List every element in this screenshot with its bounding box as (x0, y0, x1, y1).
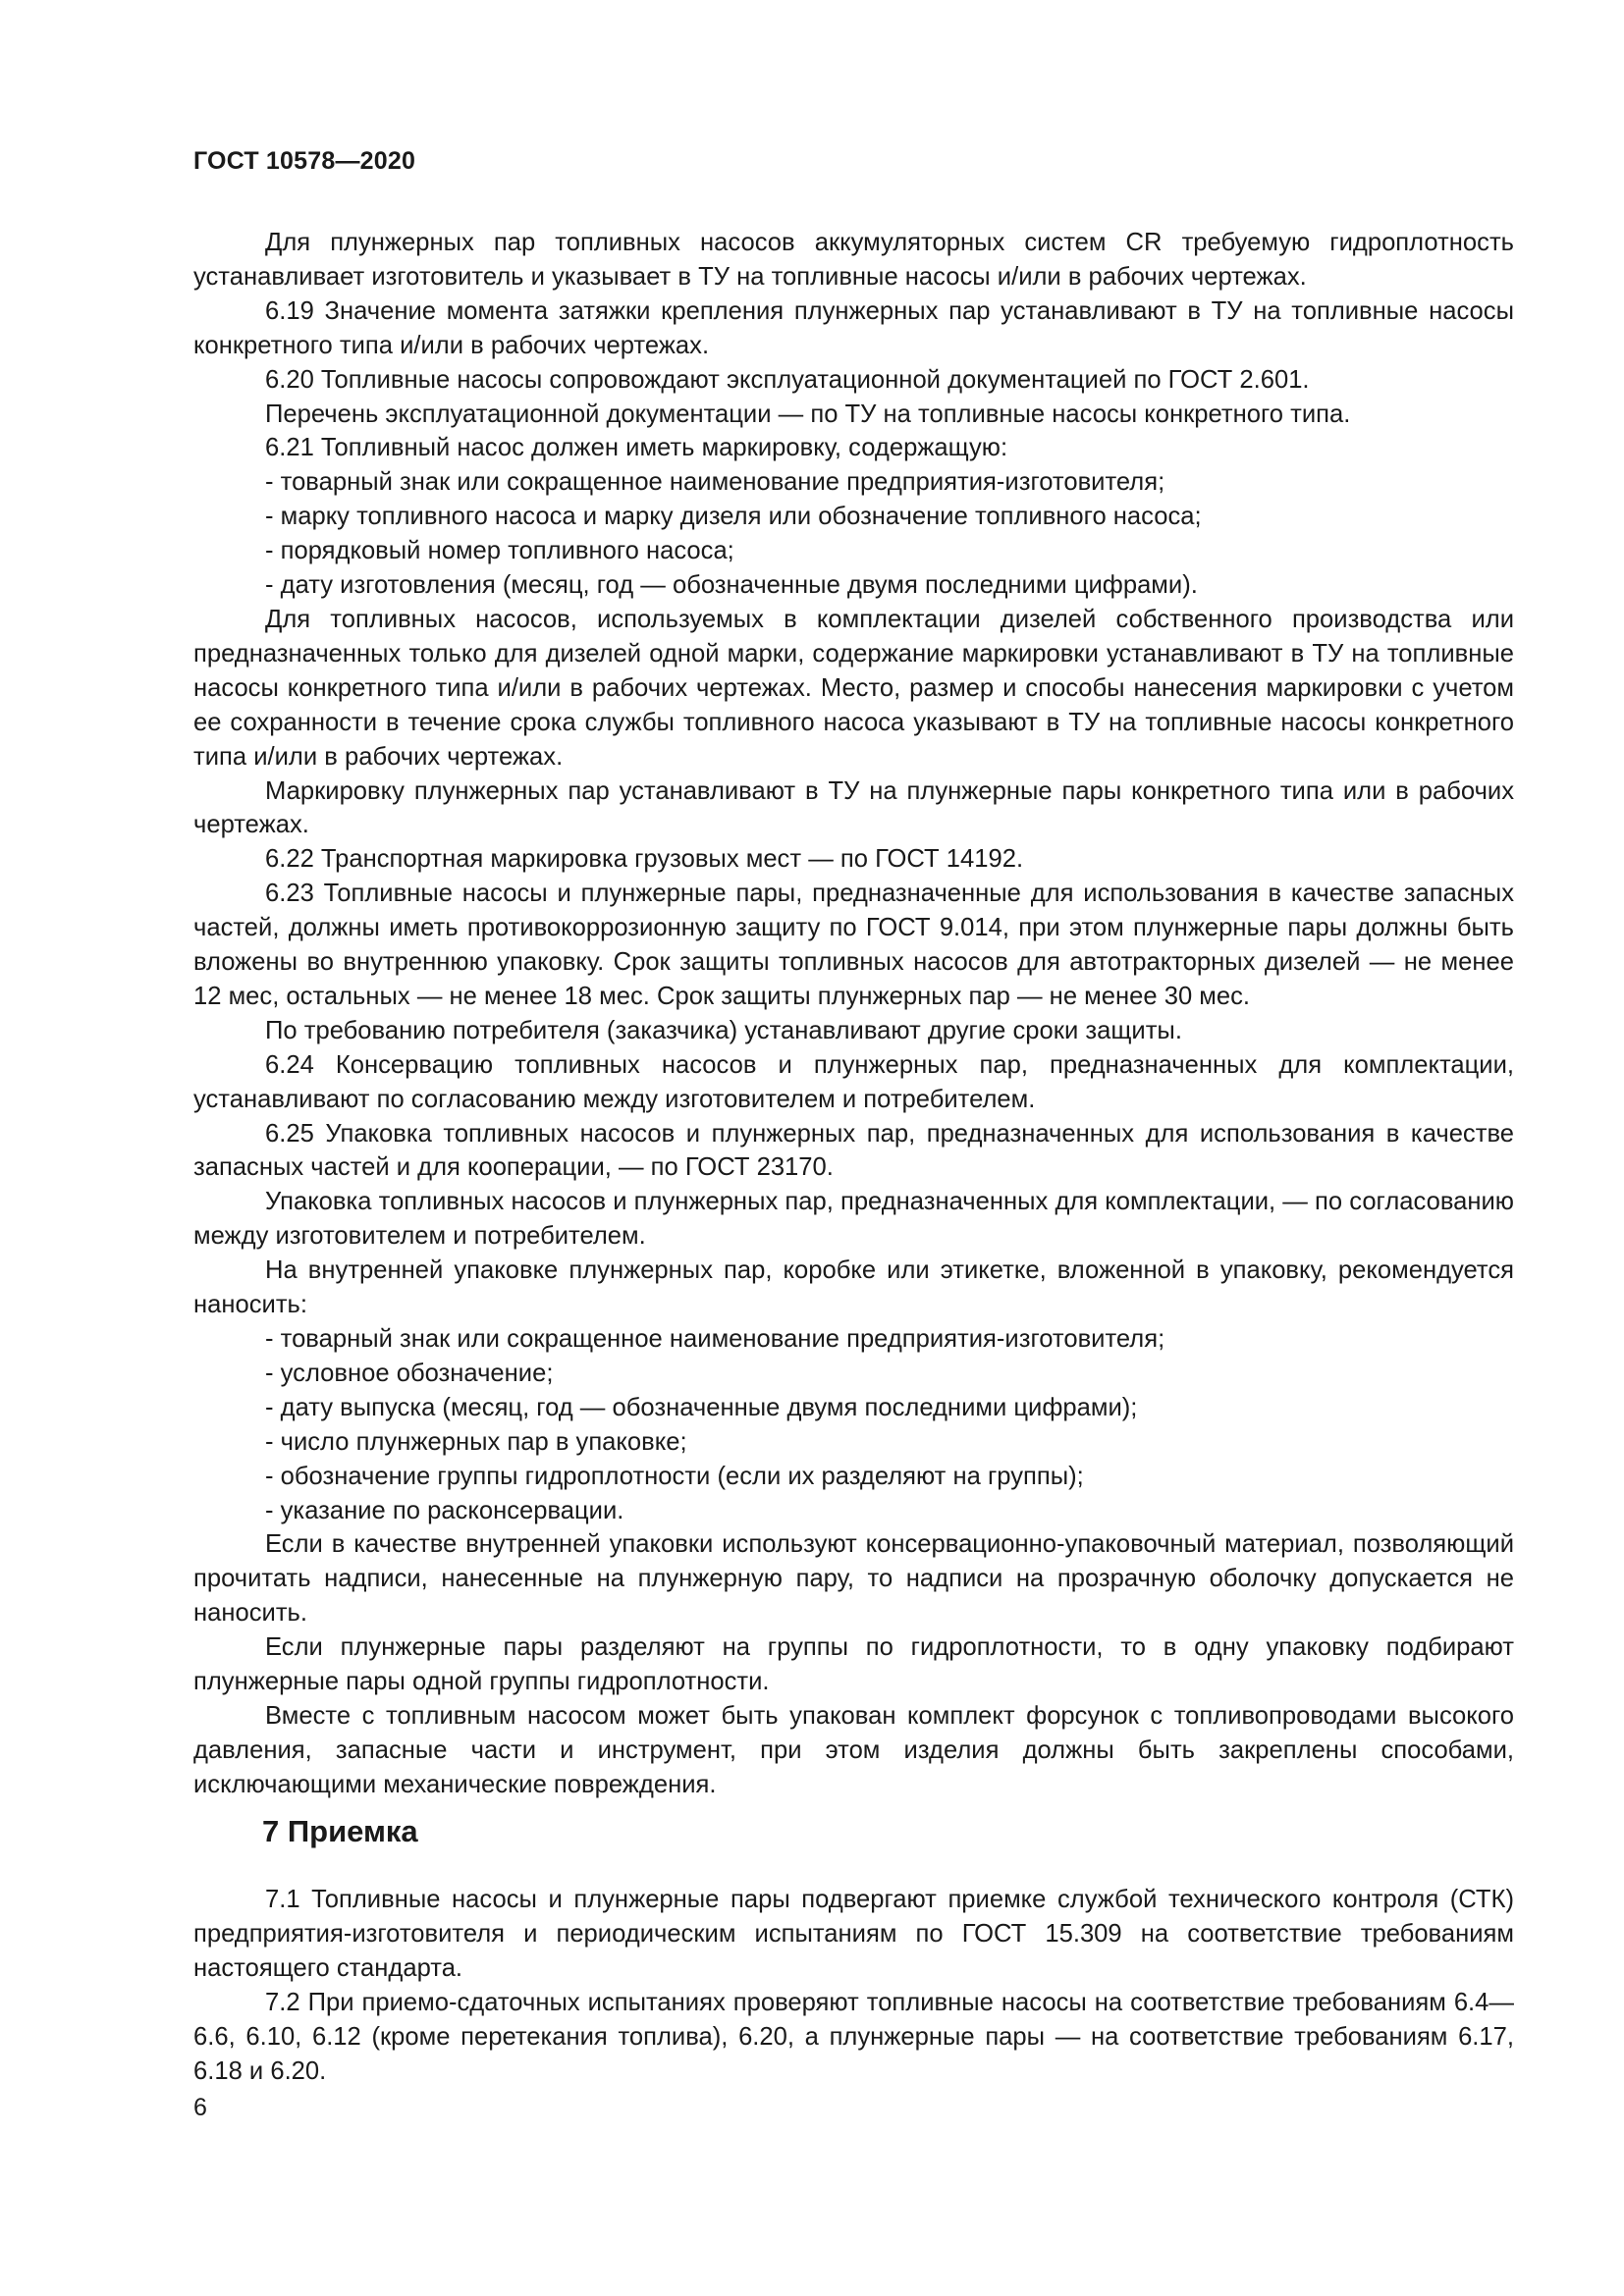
list-item: - дату изготовления (месяц, год — обозначенные двумя последними цифрами). (265, 571, 1198, 600)
list-item: - число плунжерных пар в упаковке; (265, 1427, 687, 1456)
paragraph: 6.25 Упаковка топливных насосов и плунжерных пар, предназначенных для использования в качестве запасных частей и для кооперации, — по ГОСТ 23170. (193, 1119, 1514, 1182)
list-item: - обозначение группы гидроплотности (если их разделяют на группы); (265, 1462, 1084, 1490)
list-item: - дату выпуска (месяц, год — обозначенные двумя последними цифрами); (265, 1393, 1138, 1421)
paragraph: Вместе с топливным насосом может быть упакован комплект форсунок с топливопроводами высокого давления, запасные части и инструмент, при этом изделия должны быть закреплены способами, исключающими механические повреждения. (193, 1701, 1514, 1798)
section-heading: 7 Приемка (262, 1814, 418, 1848)
paragraph: Если плунжерные пары разделяют на группы по гидроплотности, то в одну упаковку подбирают плунжерные пары одной группы гидроплотности. (193, 1633, 1514, 1696)
paragraph: 6.19 Значение момента затяжки крепления плунжерных пар устанавливают в ТУ на топливные насосы конкретного типа и/или в рабочих чертежах. (193, 296, 1514, 359)
list-item: - марку топливного насоса и марку дизеля или обозначение топливного насоса; (265, 503, 1202, 531)
paragraph: По требованию потребителя (заказчика) устанавливают другие сроки защиты. (265, 1016, 1182, 1044)
page-number: 6 (193, 2094, 207, 2121)
paragraph: Перечень эксплуатационной документации — по ТУ на топливные насосы конкретного типа. (265, 400, 1351, 428)
paragraph: Если в качестве внутренней упаковки используют консервационно-упаковочный материал, позволяющий прочитать надписи, нанесенные на плунжерную пару, то надписи на прозрачную оболочку допускается не наносить. (193, 1530, 1514, 1628)
list-item: - условное обозначение; (265, 1359, 554, 1387)
paragraph: Для топливных насосов, используемых в комплектации дизелей собственного производства или предназначенных только для дизелей одной марки, содержание маркировки устанавливают в ТУ на топливные насосы конкретного типа и/или в рабочих чертежах. Место, размер и способы нанесения маркировки с учетом ее сохранности в течение срока службы топливного насоса указывают в ТУ на топливные насосы конкретного типа и/или в рабочих чертежах. (193, 605, 1514, 771)
paragraph: Для плунжерных пар топливных насосов аккумуляторных систем CR требуемую гидроплотность устанавливает изготовитель и указывает в ТУ на топливные насосы и/или в рабочих чертежах. (193, 229, 1514, 291)
list-item: - товарный знак или сокращенное наименование предприятия-изготовителя; (265, 1325, 1165, 1353)
body-text-section-6 (193, 226, 1514, 1802)
body-text-section-7 (193, 1883, 1514, 2088)
list-item: - порядковый номер топливного насоса; (265, 537, 734, 565)
list-item: - товарный знак или сокращенное наименование предприятия-изготовителя; (265, 468, 1165, 497)
paragraph: 7.1 Топливные насосы и плунжерные пары подвергают приемке службой технического контроля (СТК) предприятия-изготовителя и периодическим испытаниям по ГОСТ 15.309 на соответствие требованиям настоящего стандарта. (193, 1886, 1514, 1982)
paragraph: 6.22 Транспортная маркировка грузовых мест — по ГОСТ 14192. (265, 845, 1024, 874)
paragraph: На внутренней упаковке плунжерных пар, коробке или этикетке, вложенной в упаковку, рекомендуется наносить: (193, 1256, 1514, 1319)
paragraph: 7.2 При приемо-сдаточных испытаниях проверяют топливные насосы на соответствие требованиям 6.4—6.6, 6.10, 6.12 (кроме перетекания топлива), 6.20, а плунжерные пары — на соответствие требованиям 6.17, 6.18 и 6.20. (193, 1988, 1514, 2085)
list-item: - указание по расконсервации. (265, 1496, 624, 1524)
paragraph: 6.24 Консервацию топливных насосов и плунжерных пар, предназначенных для комплектации, устанавливают по согласованию между изготовителем и потребителем. (193, 1050, 1514, 1113)
paragraph: 6.21 Топливный насос должен иметь маркировку, содержащую: (265, 434, 1008, 462)
paragraph: 6.20 Топливные насосы сопровождают эксплуатационной документацией по ГОСТ 2.601. (265, 365, 1310, 394)
paragraph: Маркировку плунжерных пар устанавливают в ТУ на плунжерные пары конкретного типа или в рабочих чертежах. (193, 776, 1514, 839)
document-header-code: ГОСТ 10578—2020 (193, 147, 416, 175)
paragraph: 6.23 Топливные насосы и плунжерные пары, предназначенные для использования в качестве запасных частей, должны иметь противокоррозионную защиту по ГОСТ 9.014, при этом плунжерные пары должны быть вложены во внутреннюю упаковку. Срок защиты топливных насосов для автотракторных дизелей — не менее 12 мес, остальных — не менее 18 мес. Срок защиты плунжерных пар — не менее 30 мес. (193, 880, 1514, 1010)
paragraph: Упаковка топливных насосов и плунжерных пар, предназначенных для комплектации, — по согласованию между изготовителем и потребителем. (193, 1188, 1514, 1251)
